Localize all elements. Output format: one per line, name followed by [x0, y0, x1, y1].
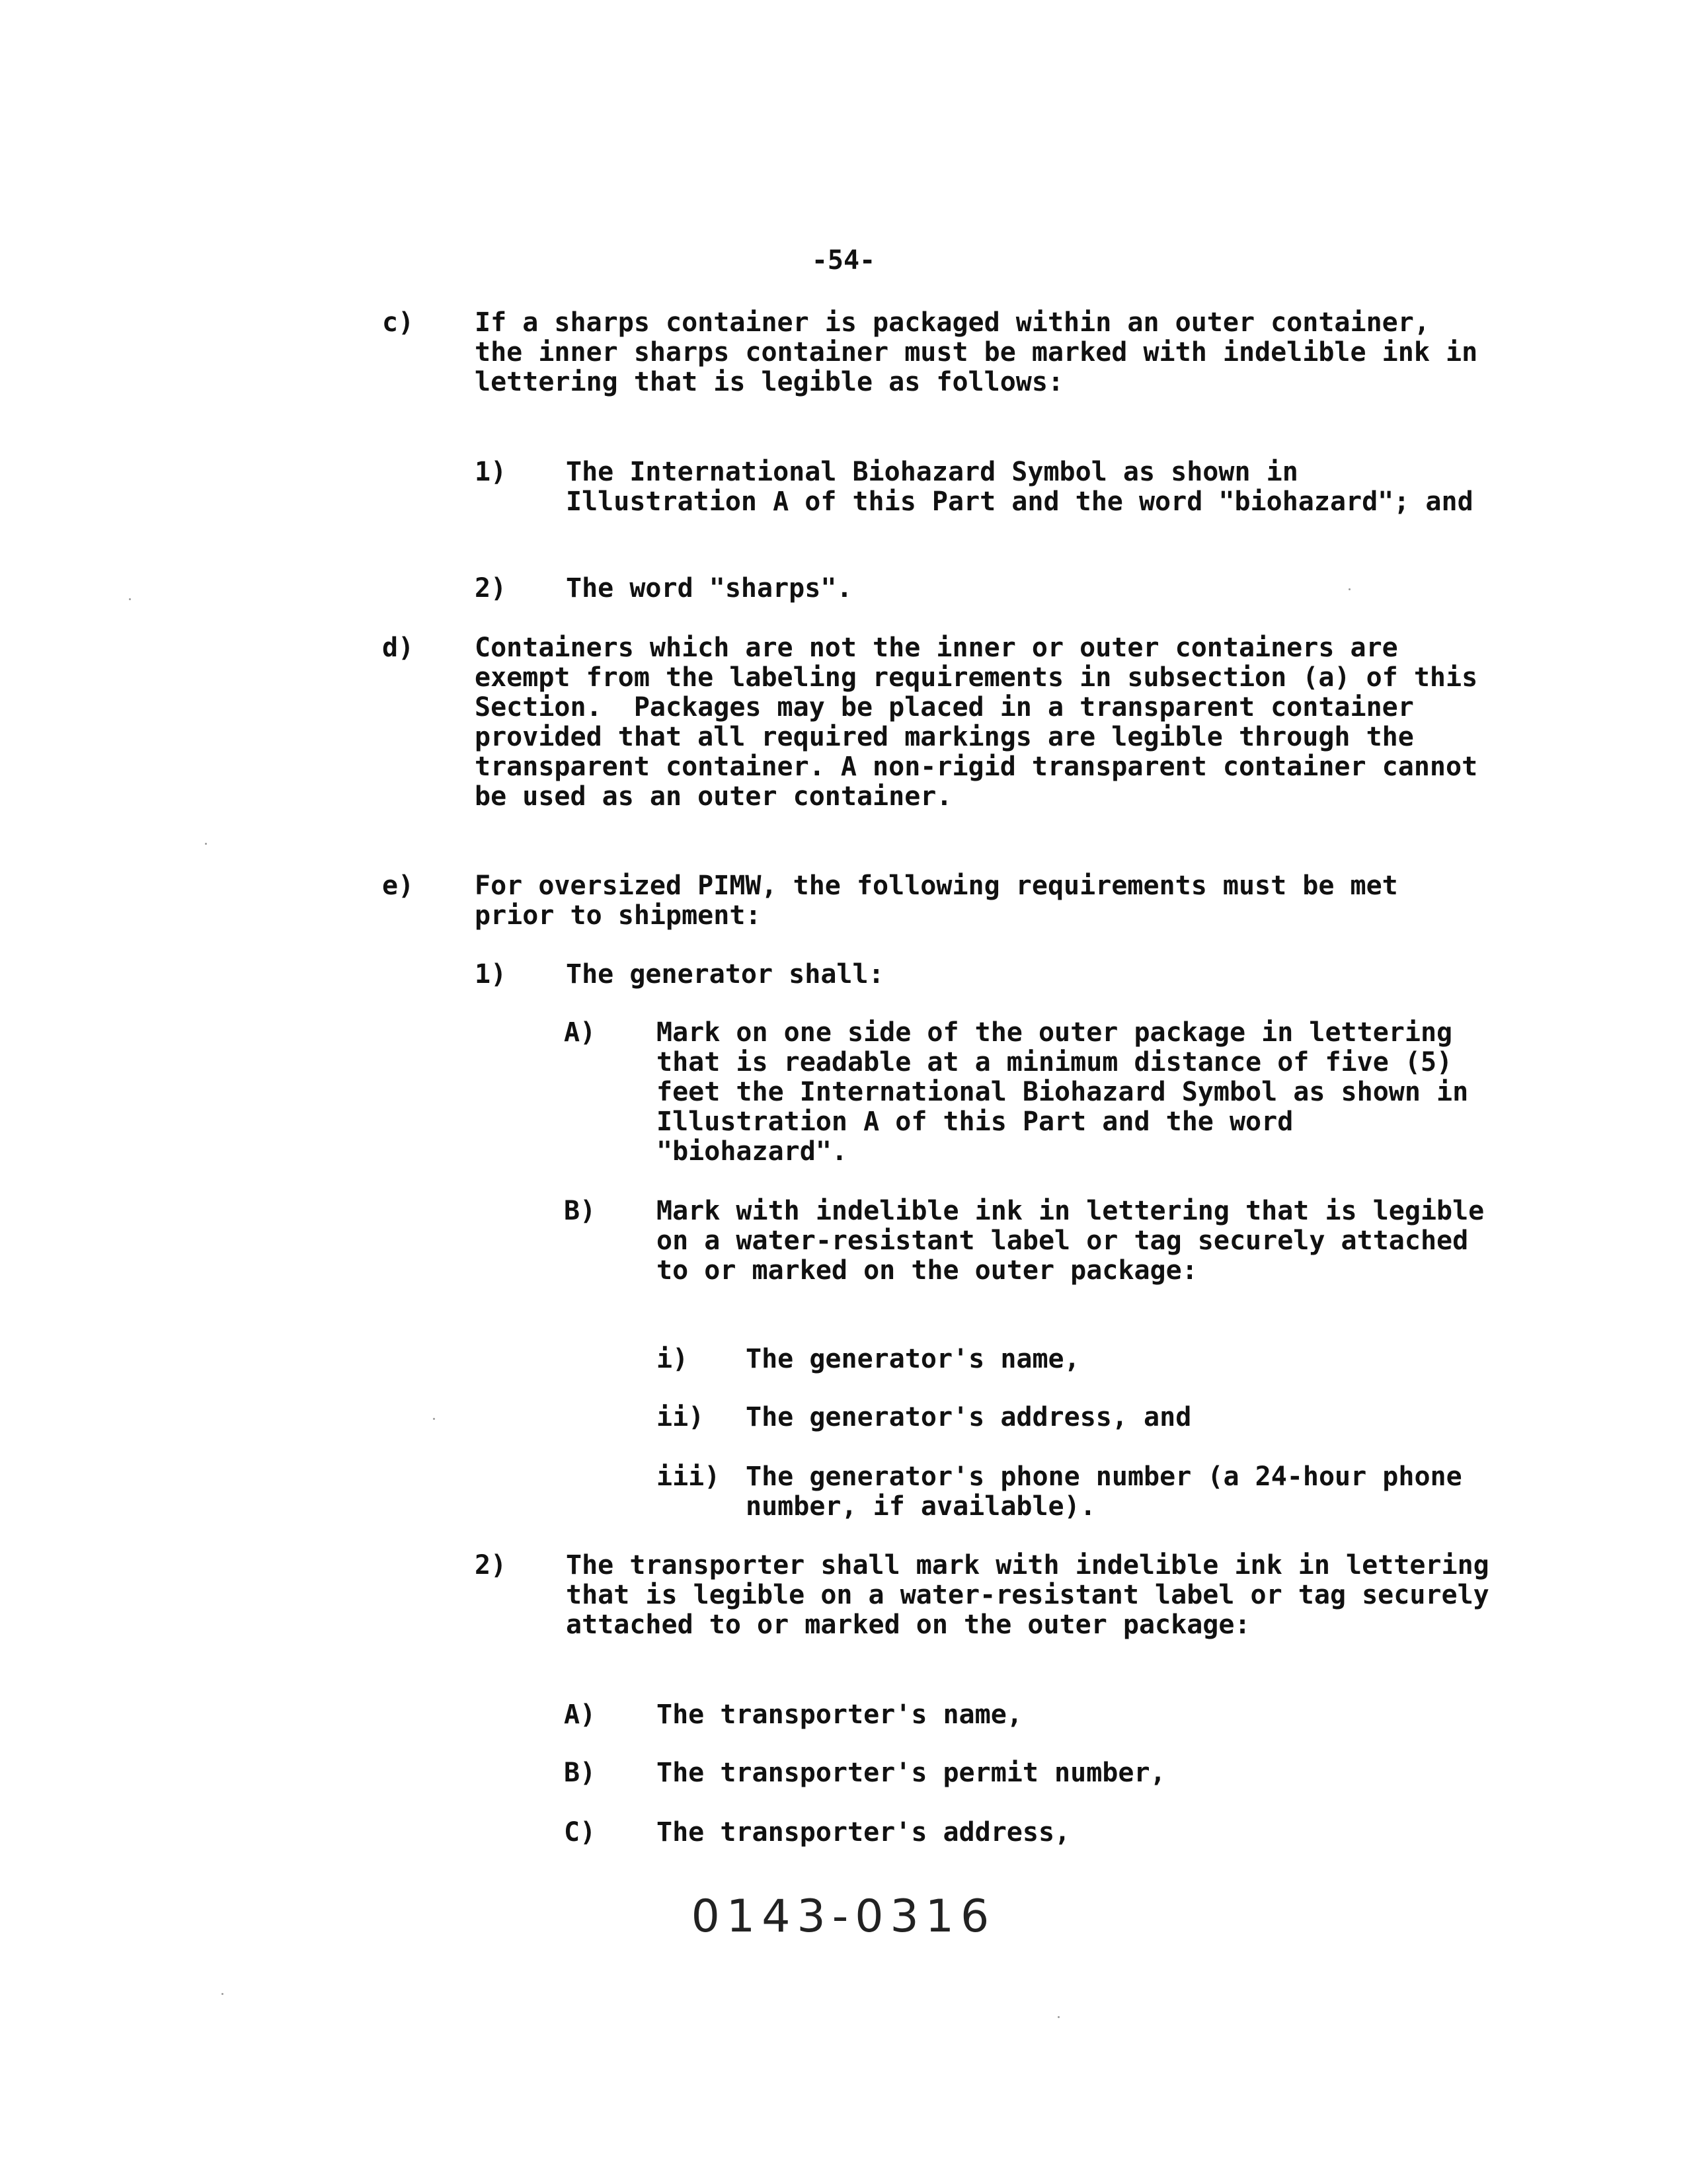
item-e-1-B-iii-text: The generator's phone number (a 24-hour phone number, if available). [746, 1462, 1478, 1522]
scan-speck [129, 598, 131, 600]
item-d-label: d) [382, 633, 414, 663]
item-e-2-B [564, 1758, 1493, 1788]
item-e-2-A [564, 1700, 1493, 1730]
item-c-text: If a sharps container is packaged within an outer container, the inner sharps container must be marked with indelible ink in lettering that is legible as follows: [475, 307, 1494, 397]
item-c-2 [475, 574, 1493, 604]
item-e-1-B-iii [656, 1462, 1493, 1522]
item-c [382, 308, 1493, 397]
item-e-1-B-ii-text: The generator's address, and [746, 1402, 1192, 1432]
item-e-1-B-i [656, 1345, 1493, 1374]
item-e-2-A-text: The transporter's name, [656, 1699, 1023, 1730]
item-e-1-B-i-label: i) [656, 1344, 689, 1374]
item-e-2 [475, 1550, 1505, 1640]
item-c-1 [475, 457, 1493, 517]
item-e-1-A-label: A) [564, 1017, 596, 1048]
item-e-2-B-text: The transporter's permit number, [656, 1758, 1166, 1788]
item-c-2-text: The word "sharps". [566, 573, 853, 604]
item-d [382, 633, 1493, 812]
item-e-2-B-label: B) [564, 1758, 596, 1788]
scan-speck [205, 843, 207, 845]
item-c-label: c) [382, 307, 414, 338]
item-e-2-A-label: A) [564, 1699, 596, 1730]
item-c-1-label: 1) [475, 457, 507, 487]
page-number: -54- [811, 245, 876, 276]
item-e-1-B-i-text: The generator's name, [746, 1344, 1080, 1374]
item-c-1-text: The International Biohazard Symbol as shown in Illustration A of this Part and the word "biohazard"; and [566, 457, 1473, 517]
item-e-1-A [564, 1018, 1493, 1167]
item-e-1-B-ii-label: ii) [656, 1402, 705, 1432]
item-e-2-C-label: C) [564, 1817, 596, 1848]
item-e-1 [475, 960, 1493, 990]
item-e-label: e) [382, 871, 414, 901]
item-e-1-B-text: Mark with indelible ink in lettering that is legible on a water-resistant label or tag securely attached to or marked on the outer package: [656, 1196, 1501, 1286]
item-e-2-text: The transporter shall mark with indelible ink in lettering that is legible on a water-resistant label or tag securely attached to or marked on the outer package: [566, 1550, 1505, 1640]
item-e-2-C [564, 1818, 1493, 1848]
item-e-1-B-ii [656, 1403, 1493, 1432]
item-c-2-label: 2) [475, 573, 507, 604]
item-d-text: Containers which are not the inner or outer containers are exempt from the labeling requirements in subsection (a) of this Section. Packages may be placed in a transparent container provided that all required markings are legible through the transparent container. A non-rigid transparent container cannot be used as an outer container. [475, 633, 1494, 812]
scan-speck [433, 1418, 435, 1420]
item-e-2-C-text: The transporter's address, [656, 1817, 1071, 1848]
item-e-1-A-text: Mark on one side of the outer package in lettering that is readable at a minimum distance of five (5) feet the International Biohazard Symbol as shown in Illustration A of this Part and the word "biohazard". [656, 1017, 1485, 1167]
item-e-1-B [564, 1196, 1501, 1286]
item-e [382, 871, 1493, 931]
scan-speck [1058, 2016, 1060, 2018]
scan-speck [221, 1993, 223, 1995]
item-e-1-B-iii-label: iii) [656, 1462, 721, 1492]
item-e-text: For oversized PIMW, the following requirements must be met prior to shipment: [475, 871, 1414, 931]
item-e-2-label: 2) [475, 1550, 507, 1580]
item-e-1-B-label: B) [564, 1196, 596, 1226]
scan-speck [1349, 588, 1351, 590]
bates-number: 0143-0316 [691, 1891, 996, 1943]
item-e-1-label: 1) [475, 959, 507, 990]
item-e-1-text: The generator shall: [566, 959, 884, 990]
